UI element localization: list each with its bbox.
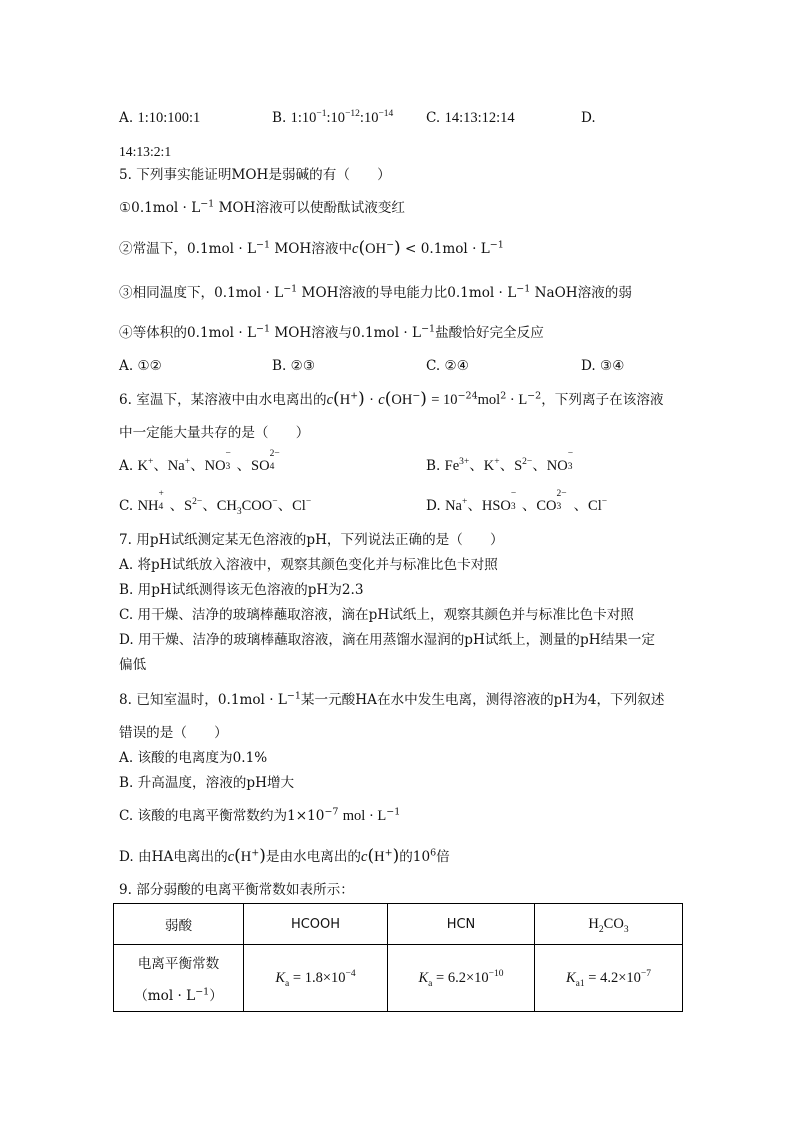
charge: − [305,497,312,508]
text: MOH溶液可以使酚酞试液变红 [218,200,406,216]
dissociation-constant-table [113,903,683,1012]
subscript: 4 [158,502,164,512]
subscript: 2 [598,924,604,935]
ion: NH [137,498,159,514]
ion: 、NO [190,458,226,474]
unit: · L [506,392,528,408]
row-label-line2 [114,984,243,1004]
q8-option-b: B. 升高温度，溶液的pH增大 [119,775,295,791]
text: ③相同温度下，0.1mol · L [119,285,284,301]
value: = 6.2×10 [436,969,489,986]
ion: 、CO [521,498,557,514]
paren: ( [333,389,340,409]
option-label: D. [581,110,596,126]
q5-option-c: C. ②④ [426,358,469,374]
charge-stack [567,449,578,472]
q7-option-b: B. 用pH试纸测得该无色溶液的pH为2.3 [119,582,364,598]
ion: 、NO [532,458,568,474]
charge: + [350,390,359,402]
q4-option-d-value: 14:13:2:1 [119,144,172,159]
ion: H [240,849,252,865]
exponent: −1 [489,239,504,251]
table-row [114,945,683,1012]
charge-stack [158,489,169,512]
header-weak-acid: 弱酸 [114,904,244,945]
q5-statement-3 [119,283,632,303]
k-symbol: K [566,969,576,986]
charge: 2− [192,497,203,508]
exponent: −7 [640,968,651,979]
conc-symbol: c [326,392,334,408]
q6-option-c [119,489,312,517]
ion: K [137,458,148,474]
ka-hcooh [244,945,388,1012]
subscript: 4 [269,462,275,472]
text: 盐酸恰好完全反应 [435,325,544,341]
row-label [114,945,244,1012]
subscript: 3 [556,502,562,512]
paren: ) [259,846,266,866]
q4-option-a [119,108,200,128]
unit: mol · L [342,808,387,824]
q8-stem [119,690,664,710]
exponent: −1 [386,806,401,818]
term: :10 [359,110,379,126]
charge-stack [225,449,236,472]
exponent: 2 [500,390,507,402]
q8-option-d [119,846,450,867]
q8-stem-line2: 错误的是（ ） [119,725,228,741]
text: MOH溶液与0.1mol · L [274,325,422,341]
subscript: a1 [575,978,585,989]
subscript: a [285,978,290,989]
conc-symbol: c [227,849,235,865]
option-value: 14:13:12:14 [444,110,515,126]
exponent: −1 [195,986,210,998]
formula-part: CO [603,915,624,932]
exponent: −24 [457,390,478,402]
unit: （mol · L [134,988,196,1004]
term: :10 [326,110,346,126]
text: C. 该酸的电离平衡常数约为1×10 [119,808,325,824]
option-label: B. [272,110,287,126]
header-hcn: HCN [388,904,535,945]
operator: · [369,392,374,408]
exponent: −1 [256,323,271,335]
option-label: A. [119,110,134,126]
q6-option-a [119,449,287,476]
header-h2co3 [535,904,683,945]
ion: 、HSO [467,498,511,514]
q5-option-b: B. ②③ [272,358,316,374]
text: ，下列离子在该溶液 [541,392,664,408]
exponent: −12 [345,109,360,120]
q5-statement-1 [119,198,405,218]
ion: OH [391,392,413,408]
charge: − [510,489,517,499]
ion: Fe [444,458,460,474]
text: MOH溶液的导电能力比0.1mol · L [301,285,517,301]
paren: ) [392,846,400,866]
text: 倍 [436,849,450,865]
exponent: −2 [527,390,542,402]
charge: + [384,847,393,859]
option-label: B. [426,458,441,474]
q5-statement-4 [119,323,544,343]
charge: − [225,449,231,459]
charge: − [601,497,608,508]
paren: ) [394,238,401,258]
ion: 、Cl [573,498,602,514]
charge: − [386,239,395,251]
ion: 、S [499,458,523,474]
text: 6. 室温下，某溶液中由水电离出的 [119,392,327,408]
ion: 、SO [236,458,270,474]
text: ） [209,988,223,1004]
charge-stack [269,449,286,472]
subscript: 3 [236,506,242,517]
ion: 、Cl [277,498,306,514]
text: D. 由HA电离出的 [119,849,228,865]
charge: + [184,457,191,468]
charge-stack [556,489,573,512]
exponent: −4 [345,968,356,979]
charge: + [494,457,500,468]
q7-stem: 7. 用pH试纸测定某无色溶液的pH，下列说法正确的是（ ） [119,532,504,548]
exponent: 6 [430,847,437,859]
paren: ( [384,389,392,409]
option-value: 1:10:100:1 [137,110,201,126]
ion: COO [241,498,273,514]
q9-stem: 9. 部分弱酸的电离平衡常数如表所示： [119,882,354,898]
q6-option-b [426,449,579,476]
q8-option-a: A. 该酸的电离度为0.1% [119,750,268,766]
exponent: −1 [286,690,301,702]
exponent: −10 [488,968,504,979]
header-hcooh: HCOOH [244,904,388,945]
charge: 3+ [459,457,470,468]
exponent: −7 [324,806,339,818]
option-ions [137,449,286,474]
charge: 2− [556,489,567,499]
option-label: C. [119,498,134,514]
charge: − [412,390,421,402]
subscript: 3 [567,462,573,472]
paren: ) [420,389,427,409]
text: 8. 已知室温时，0.1mol · L [119,692,287,708]
exponent: −1 [316,109,327,120]
option-label: D. [426,498,441,514]
q4-option-b [272,108,393,128]
exponent: −1 [200,198,215,210]
charge: 2− [269,449,280,459]
option-label: A. [119,458,134,474]
exponent: −1 [516,283,531,295]
exponent: −1 [256,239,271,251]
charge: + [158,489,164,499]
q5-stem: 5. 下列事实能证明MOH是弱碱的有（ ） [119,167,391,183]
q6-option-d [426,489,608,516]
option-ions [445,489,608,514]
ka-hcn [388,945,535,1012]
k-symbol: K [275,969,286,986]
charge: + [462,497,468,508]
text: ②常温下，0.1mol · L [119,241,256,257]
option-label: C. [426,110,441,126]
text: ①0.1mol · L [119,200,201,216]
q8-option-c [119,806,400,826]
conc-symbol: c [352,241,359,257]
k-symbol: K [418,969,429,986]
value: = 4.2×10 [588,969,641,986]
q5-option-a: A. ①② [119,358,162,374]
ion: 、Na [153,458,185,474]
unit: mol [477,392,501,408]
row-label-line1: 电离平衡常数 [137,956,220,972]
charge: − [272,497,278,508]
q5-statement-2 [119,238,504,259]
q7-option-c: C. 用干燥、洁净的玻璃棒蘸取溶液，滴在pH试纸上，观察其颜色并与标准比色卡对照 [119,607,634,623]
term: 1:10 [290,110,317,126]
option-value [291,110,394,126]
q6-stem-line2: 中一定能大量共存的是（ ） [119,425,310,441]
q7-option-a: A. 将pH试纸放入溶液中，观察其颜色变化并与标准比色卡对照 [119,557,498,573]
q4-option-d [581,108,596,128]
text: ④等体积的0.1mol · L [119,325,256,341]
formula-part: H [588,915,599,932]
ion: H [339,392,351,408]
ion: OH [365,241,387,257]
charge: − [567,449,574,459]
paren: ( [234,846,241,866]
conc-symbol: c [361,849,368,865]
q7-option-d: D. 用干燥、洁净的玻璃棒蘸取溶液，滴在用蒸馏水湿润的pH试纸上，测量的pH结果一定 [119,632,655,648]
charge: + [251,847,260,859]
subscript: a [428,978,433,989]
ion: 、CH [202,498,237,514]
value: = 10 [431,392,458,408]
text: NaOH溶液的弱 [534,285,632,301]
subscript: 3 [623,924,629,935]
value: = 1.8×10 [292,969,346,986]
paren: ( [367,846,375,866]
q5-option-d: D. ③④ [581,358,625,374]
ion: Na [445,498,462,514]
text: 的10 [399,849,431,865]
subscript: 3 [510,502,516,512]
exponent: −14 [378,109,394,120]
q4-option-c [426,108,515,128]
option-ions [444,449,579,474]
table-header-row [114,904,683,945]
q6-stem [119,389,664,410]
ion: 、K [469,458,495,474]
ion: 、S [169,498,193,514]
exponent: −1 [283,283,298,295]
conc-symbol: c [378,392,385,408]
paren: ) [358,389,365,409]
text: 某一元酸HA在水中发生电离，测得溶液的pH为4，下列叙述 [300,692,665,708]
q7-option-d-line2: 偏低 [119,657,147,673]
text: < 0.1mol · L [405,241,490,257]
exponent: −1 [421,323,436,335]
text: 是由水电离出的 [265,849,362,865]
charge-stack [510,489,521,512]
charge: + [147,457,154,468]
text: MOH溶液中 [274,241,353,257]
paren: ( [358,238,366,258]
option-ions [137,489,312,517]
subscript: 3 [225,462,231,472]
ion: H [374,849,385,865]
ka1-h2co3 [535,945,683,1012]
charge: 2− [522,457,533,468]
